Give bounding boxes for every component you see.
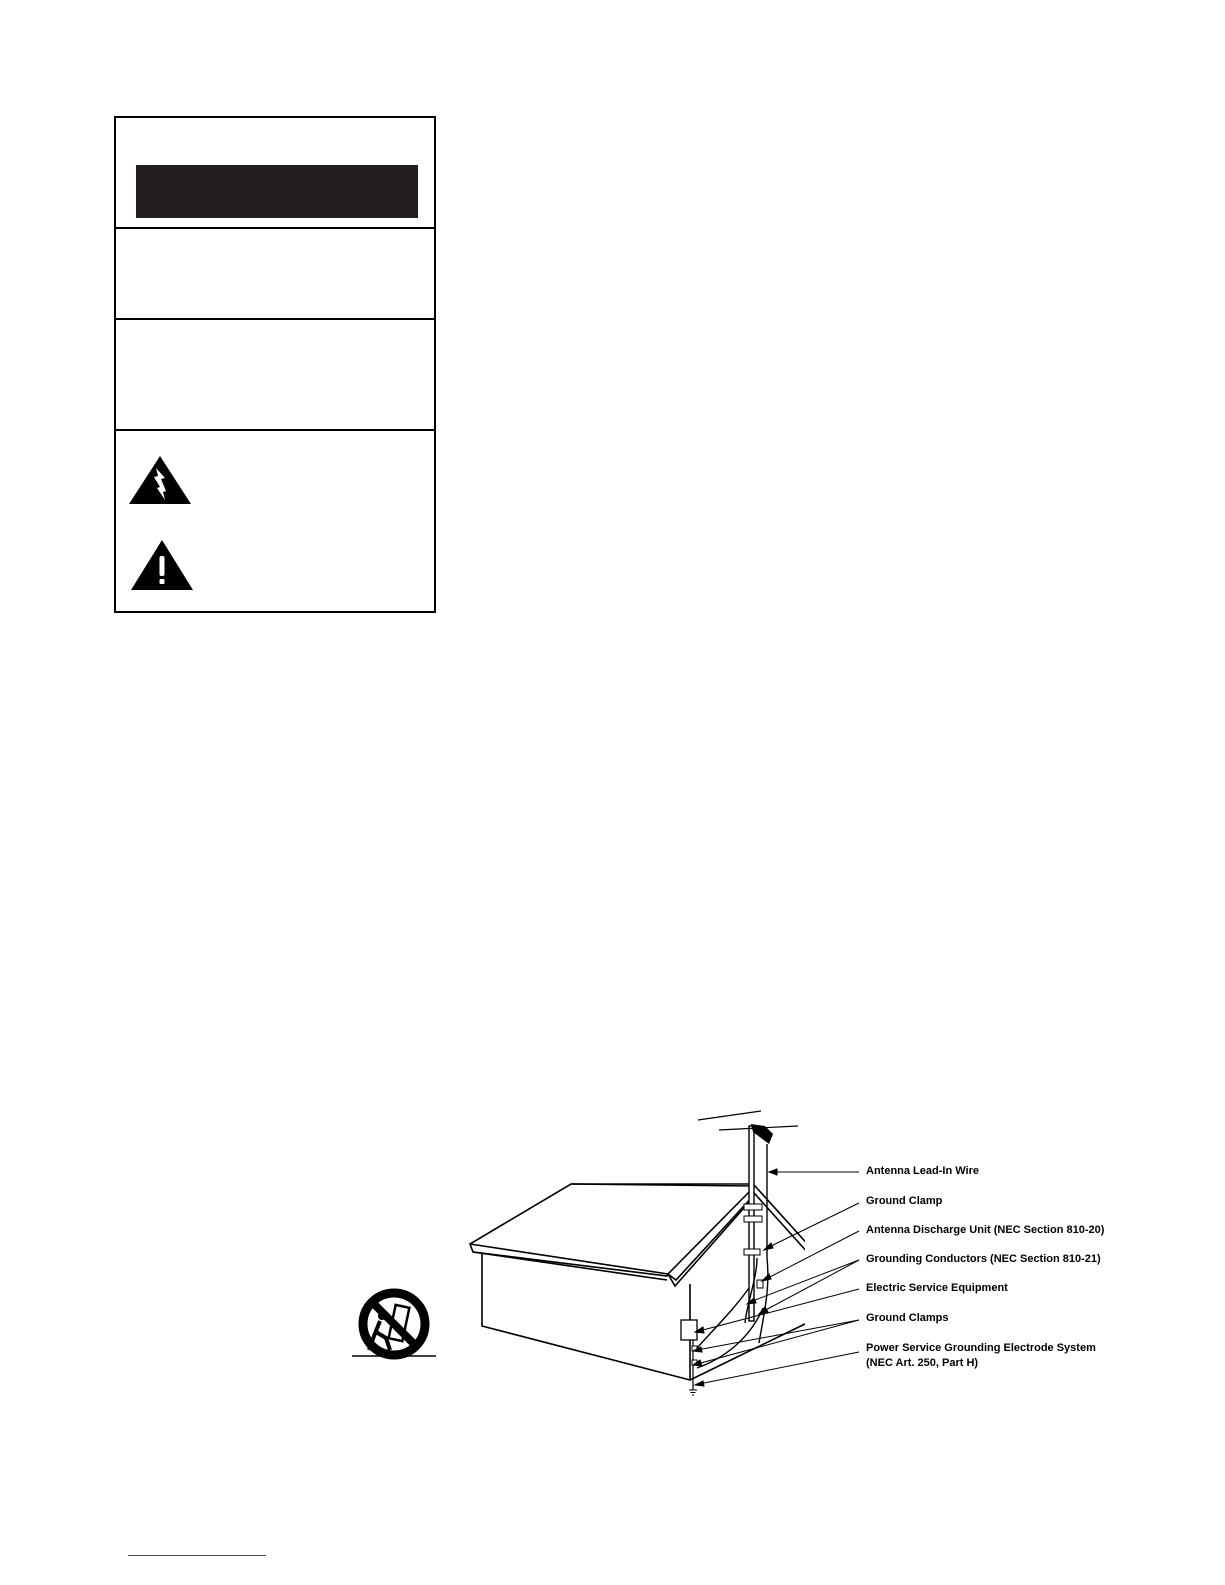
label-antenna-lead-in-wire: Antenna Lead-In Wire	[866, 1165, 979, 1177]
label-ground-clamps: Ground Clamps	[866, 1312, 949, 1324]
label-grounding-conductors: Grounding Conductors (NEC Section 810-21)	[866, 1253, 1101, 1265]
label-ground-clamp: Ground Clamp	[866, 1195, 943, 1207]
label-power-service-grounding: Power Service Grounding Electrode System	[866, 1342, 1096, 1354]
footer-link-underline[interactable]	[128, 1555, 266, 1556]
label-antenna-discharge-unit: Antenna Discharge Unit (NEC Section 810-20)	[866, 1224, 1105, 1236]
label-nec-art-250: (NEC Art. 250, Part H)	[866, 1357, 979, 1369]
label-electric-service-equipment: Electric Service Equipment	[866, 1282, 1008, 1294]
